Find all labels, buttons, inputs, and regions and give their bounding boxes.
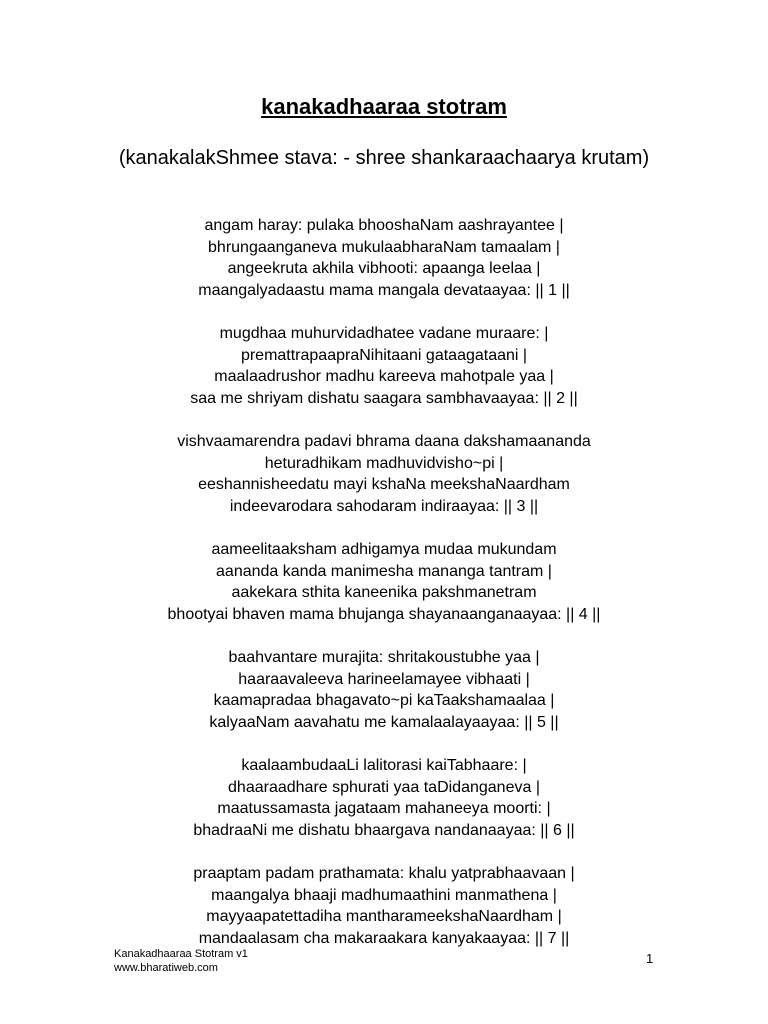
verse-line: premattrapaapraNihitaani gataagataani | (240, 346, 528, 364)
document-title: kanakadhaaraa stotram (261, 94, 507, 119)
verse-line: vishvaamarendra padavi bhrama daana dakshamaananda (177, 433, 591, 450)
footer-website: www.bharatiweb.com (114, 962, 218, 974)
footer-doc-name: Kanakadhaaraa Stotram v1 (114, 948, 248, 960)
verse-line: maatussamasta jagataam mahaneeya moorti: | (217, 800, 551, 817)
page-footer (114, 947, 248, 975)
verse-line: maalaadrushor madhu kareeva mahotpale yaa | (214, 368, 554, 385)
verse-line: angam haray: pulaka bhooshaNam aashrayantee | (204, 217, 564, 234)
document-subtitle: (kanakalakShmee stava: - shree shankaraachaarya krutam) (118, 147, 650, 169)
verse-line: praaptam padam prathamata: khalu yatprabhaavaan | (193, 865, 575, 882)
page-number: 1 (646, 951, 654, 966)
verse-line: maangalya bhaaji madhumaathini manmathena | (211, 886, 557, 904)
verse-line: mugdhaa muhurvidadhatee vadane muraare: | (219, 325, 549, 342)
verse-line: mayyaapatettadiha mantharameekshaNaardham | (206, 908, 562, 925)
verse-line: baahvantare murajita: shritakoustubhe yaa | (228, 649, 540, 666)
verse-line: bhootyai bhaven mama bhujanga shayanaanganaayaa: || 4 || (167, 605, 601, 623)
verse-3 (0, 431, 768, 517)
verse-line: aameelitaaksham adhigamya mudaa mukundam (211, 541, 557, 558)
verse-4 (0, 539, 768, 625)
verse-line: kalyaaNam aavahatu me kamalaalayaayaa: || 5 || (209, 713, 559, 731)
verse-line: angeekruta akhila vibhooti: apaanga leelaa | (227, 260, 541, 277)
verse-1 (0, 215, 768, 301)
verse-7 (0, 863, 768, 949)
verse-5 (0, 647, 768, 733)
verse-line: heturadhikam madhuvidvisho~pi | (264, 454, 504, 472)
verse-line: bhadraaNi me dishatu bhaargava nandanaayaa: || 6 || (193, 821, 575, 839)
verse-2 (0, 323, 768, 409)
verse-line: saa me shriyam dishatu saagara sambhavaayaa: || 2 || (190, 389, 578, 407)
verse-line: bhrungaanganeva mukulaabharaNam tamaalam | (208, 238, 560, 256)
verse-line: kaalaambudaaLi lalitorasi kaiTabhaare: | (241, 757, 527, 774)
verse-line: eeshannisheedatu mayi kshaNa meekshaNaardham (198, 476, 570, 493)
verse-6 (0, 755, 768, 841)
verse-line: dhaaraadhare sphurati yaa taDidanganeva | (228, 778, 540, 796)
verse-line: maangalyadaastu mama mangala devataayaa: || 1 || (198, 281, 570, 299)
verse-list (0, 215, 768, 971)
verse-line: mandaalasam cha makaraakara kanyakaayaa: || 7 || (198, 929, 570, 947)
verse-line: haaraavaleeva harineelamayee vibhaati | (238, 670, 530, 688)
verse-line: aananda kanda manimesha mananga tantram | (216, 562, 552, 580)
verse-line: indeevarodara sahodaram indiraayaa: || 3 || (229, 497, 539, 515)
verse-line: aakekara sthita kaneenika pakshmanetram (231, 584, 537, 601)
verse-line: kaamapradaa bhagavato~pi kaTaakshamaalaa | (213, 692, 555, 709)
